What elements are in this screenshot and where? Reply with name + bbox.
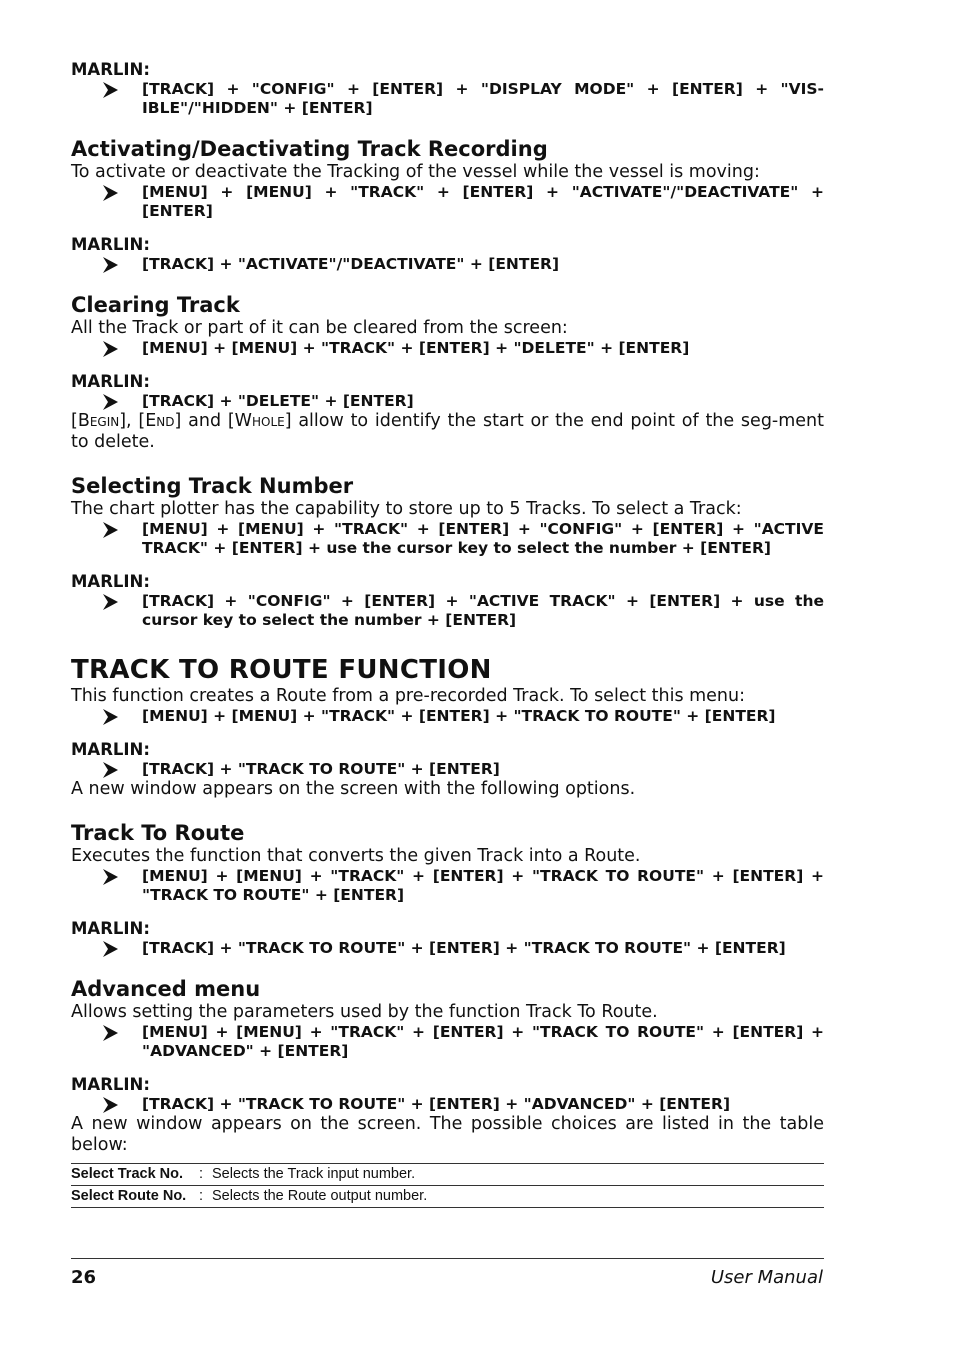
chevron-right-icon [101,521,121,539]
instruction-step [71,520,824,558]
chevron-right-icon [101,393,121,411]
chevron-right-icon [101,940,121,958]
chevron-right-icon [101,340,121,358]
instruction-step [71,392,824,411]
option-description: Selects the Route output number. [212,1188,428,1204]
step-text: [TRACK] + "CONFIG" + [ENTER] + "DISPLAY MODE" + [ENTER] + "VIS-IBLE"/"HIDDEN" + [ENTER] [142,80,824,117]
note-text: allow to identify the start or the end point of the seg-ment to delete. [71,411,825,452]
step-text: [MENU] + [MENU] + "TRACK" + [ENTER] + "CONFIG" + [ENTER] + "ACTIVE TRACK" + [ENTER] + use the cursor key to select the number + [ENTER] [142,520,824,557]
instruction-step [71,1095,824,1114]
step-text: [TRACK] + "ACTIVATE"/"DEACTIVATE" + [ENTER] [142,255,560,273]
page-number: 26 [71,1267,97,1288]
chevron-right-icon [101,184,121,202]
section-heading: Track To Route [71,821,245,845]
step-text: [TRACK] + "TRACK TO ROUTE" + [ENTER] [142,760,500,778]
marlin-label: MARLIN: [71,235,150,254]
chevron-right-icon [101,81,121,99]
chevron-right-icon [101,1096,121,1114]
marlin-label: MARLIN: [71,372,150,391]
page-content [71,60,824,1208]
chevron-right-icon [101,593,121,611]
chevron-right-icon [101,256,121,274]
option-separator: : [199,1188,204,1204]
instruction-step [71,1023,824,1061]
marlin-label: MARLIN: [71,740,150,759]
instruction-step [71,339,824,358]
section-outro: A new window appears on the screen. The possible choices are listed in the table below: [71,1114,824,1155]
instruction-step [71,255,824,274]
step-text: [MENU] + [MENU] + "TRACK" + [ENTER] + "TRACK TO ROUTE" + [ENTER] [142,707,776,725]
chevron-right-icon [101,868,121,886]
option-separator: : [199,1166,204,1182]
marlin-label: MARLIN: [71,1075,150,1094]
section-heading: Selecting Track Number [71,474,354,498]
and-word: and [188,411,222,431]
section-heading: Activating/Deactivating Track Recording [71,137,548,161]
chevron-right-icon [101,708,121,726]
step-text: [TRACK] + "TRACK TO ROUTE" + [ENTER] + "ADVANCED" + [ENTER] [142,1095,731,1113]
instruction-step [71,592,824,630]
marlin-label: MARLIN: [71,919,150,938]
section-intro: Executes the function that converts the given Track into a Route. [71,846,641,866]
section-intro: Allows setting the parameters used by the function Track To Route. [71,1002,658,1022]
section-intro: To activate or deactivate the Tracking of the vessel while the vessel is moving: [71,162,760,182]
marlin-label: MARLIN: [71,60,150,79]
section-heading: Advanced menu [71,977,261,1001]
instruction-step [71,867,824,905]
footer-title: User Manual [710,1267,823,1288]
step-text: [MENU] + [MENU] + "TRACK" + [ENTER] + "ACTIVATE"/"DEACTIVATE" + [ENTER] [142,183,824,220]
instruction-step [71,707,824,726]
footer-divider [71,1258,824,1259]
step-text: [TRACK] + "DELETE" + [ENTER] [142,392,414,410]
section-intro: All the Track or part of it can be cleared from the screen: [71,318,568,338]
whole-key: Whole [234,411,285,431]
delete-note: [Begin], [End] and [Whole] allow to identify the start or the end point of the seg-ment to delete. [71,411,825,452]
instruction-step [71,939,824,958]
step-text: [TRACK] + "TRACK TO ROUTE" + [ENTER] + "TRACK TO ROUTE" + [ENTER] [142,939,786,957]
chapter-heading: TRACK TO ROUTE FUNCTION [71,655,492,685]
section-intro: The chart plotter has the capability to store up to 5 Tracks. To select a Track: [71,499,742,519]
option-name: Select Track No. [71,1166,184,1182]
table-row [71,1186,824,1208]
section-heading: Clearing Track [71,293,240,317]
table-row [71,1164,824,1186]
chevron-right-icon [101,761,121,779]
section-intro: This function creates a Route from a pre-recorded Track. To select this menu: [71,686,746,706]
option-description: Selects the Track input number. [212,1166,416,1182]
option-name: Select Route No. [71,1188,187,1204]
options-table [71,1163,824,1208]
marlin-label: MARLIN: [71,572,150,591]
instruction-step [71,183,824,221]
instruction-step [71,760,824,779]
end-key: End [145,411,175,431]
begin-key: Begin [77,411,120,431]
instruction-step [71,80,824,118]
step-text: [MENU] + [MENU] + "TRACK" + [ENTER] + "TRACK TO ROUTE" + [ENTER] + "TRACK TO ROUTE" + [ENTER] [142,867,824,904]
section-outro: A new window appears on the screen with the following options. [71,779,636,799]
chevron-right-icon [101,1024,121,1042]
step-text: [TRACK] + "CONFIG" + [ENTER] + "ACTIVE TRACK" + [ENTER] + use the cursor key to select the number + [ENTER] [142,592,824,629]
step-text: [MENU] + [MENU] + "TRACK" + [ENTER] + "DELETE" + [ENTER] [142,339,690,357]
step-text: [MENU] + [MENU] + "TRACK" + [ENTER] + "TRACK TO ROUTE" + [ENTER] + "ADVANCED" + [ENTER] [142,1023,824,1060]
